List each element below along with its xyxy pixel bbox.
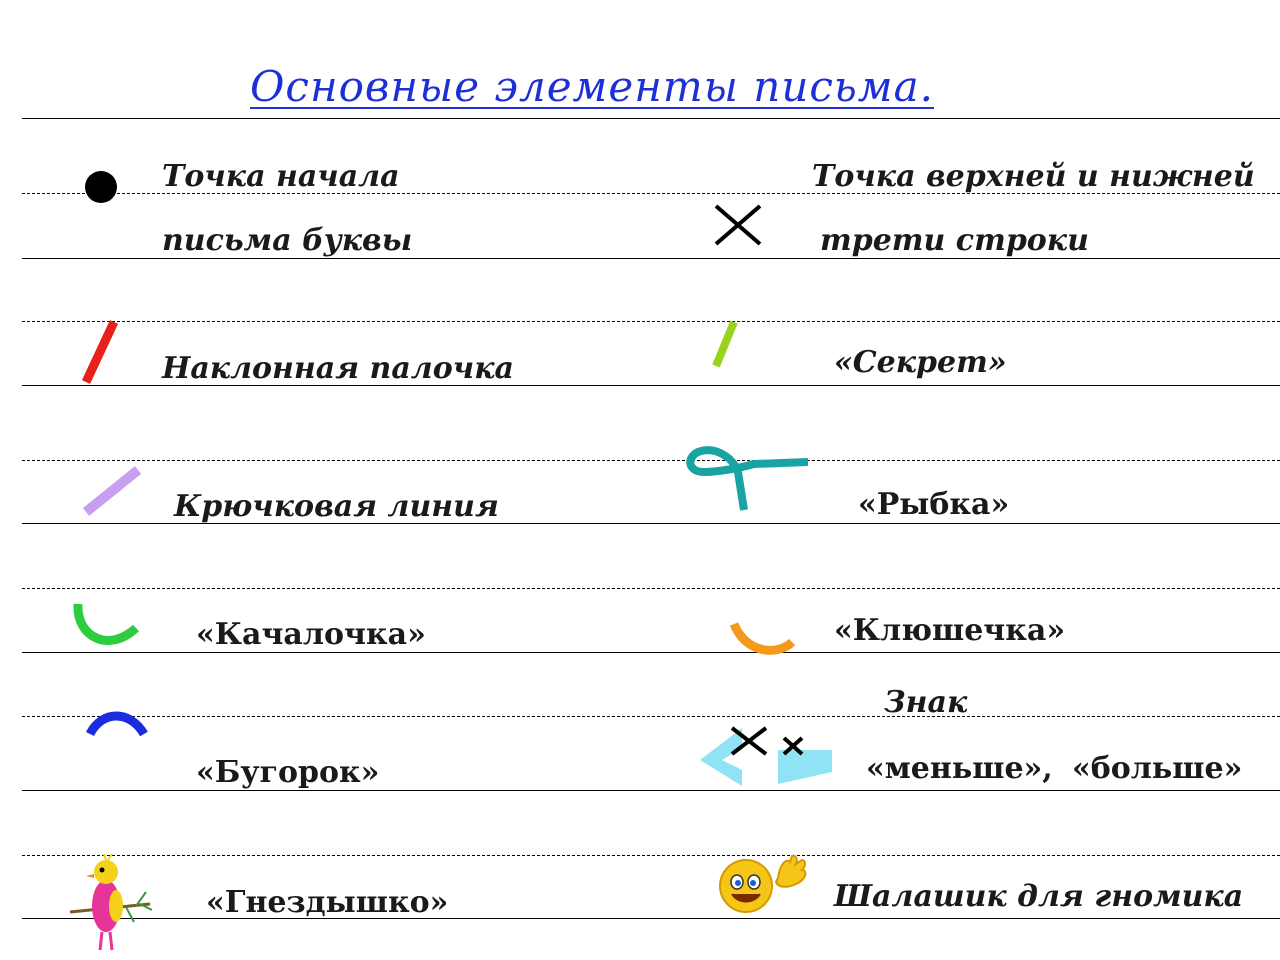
green-short-stick-icon bbox=[704, 318, 744, 370]
label-swing: «Качалочка» bbox=[196, 617, 426, 652]
dashed-line bbox=[22, 588, 1280, 589]
orange-club-arc-icon bbox=[726, 612, 802, 656]
rule-line bbox=[22, 652, 1280, 653]
rule-line bbox=[22, 118, 1280, 119]
label-less: «меньше», bbox=[866, 751, 1053, 786]
blue-hill-arc-icon bbox=[84, 704, 154, 744]
rule-line bbox=[22, 258, 1280, 259]
label-cross-line2: трети строки bbox=[820, 223, 1089, 258]
dashed-line bbox=[22, 460, 1280, 461]
label-more: «больше» bbox=[1072, 751, 1243, 786]
label-hut: Шалашик для гномика bbox=[834, 879, 1244, 914]
red-slant-stick-icon bbox=[74, 318, 124, 388]
bird-on-branch-icon bbox=[66, 852, 156, 956]
label-sign: Знак bbox=[884, 685, 968, 720]
label-nest: «Гнездышко» bbox=[206, 885, 449, 920]
label-hill: «Бугорок» bbox=[196, 755, 380, 790]
smiley-waving-icon bbox=[716, 852, 812, 918]
label-club: «Клюшечка» bbox=[834, 613, 1066, 648]
cross-icon bbox=[710, 200, 766, 250]
label-cross-line1: Точка верхней и нижней bbox=[812, 159, 1255, 194]
teal-fish-icon bbox=[684, 438, 814, 520]
purple-hook-line-icon bbox=[76, 464, 146, 520]
label-fish: «Рыбка» bbox=[858, 487, 1010, 522]
dashed-line bbox=[22, 321, 1280, 322]
rule-line bbox=[22, 790, 1280, 791]
dashed-line bbox=[22, 716, 1280, 717]
label-hook-line: Крючковая линия bbox=[174, 489, 499, 524]
label-dot-line1: Точка начала bbox=[162, 159, 400, 194]
label-slant-stick: Наклонная палочка bbox=[162, 351, 514, 386]
green-swing-arc-icon bbox=[68, 600, 144, 656]
less-more-signs-icon bbox=[696, 720, 838, 790]
label-secret: «Секрет» bbox=[834, 345, 1007, 380]
black-dot-icon bbox=[82, 168, 122, 208]
dashed-line bbox=[22, 855, 1280, 856]
label-dot-line2: письма буквы bbox=[162, 223, 413, 258]
page-title: Основные элементы письма. bbox=[250, 62, 934, 111]
